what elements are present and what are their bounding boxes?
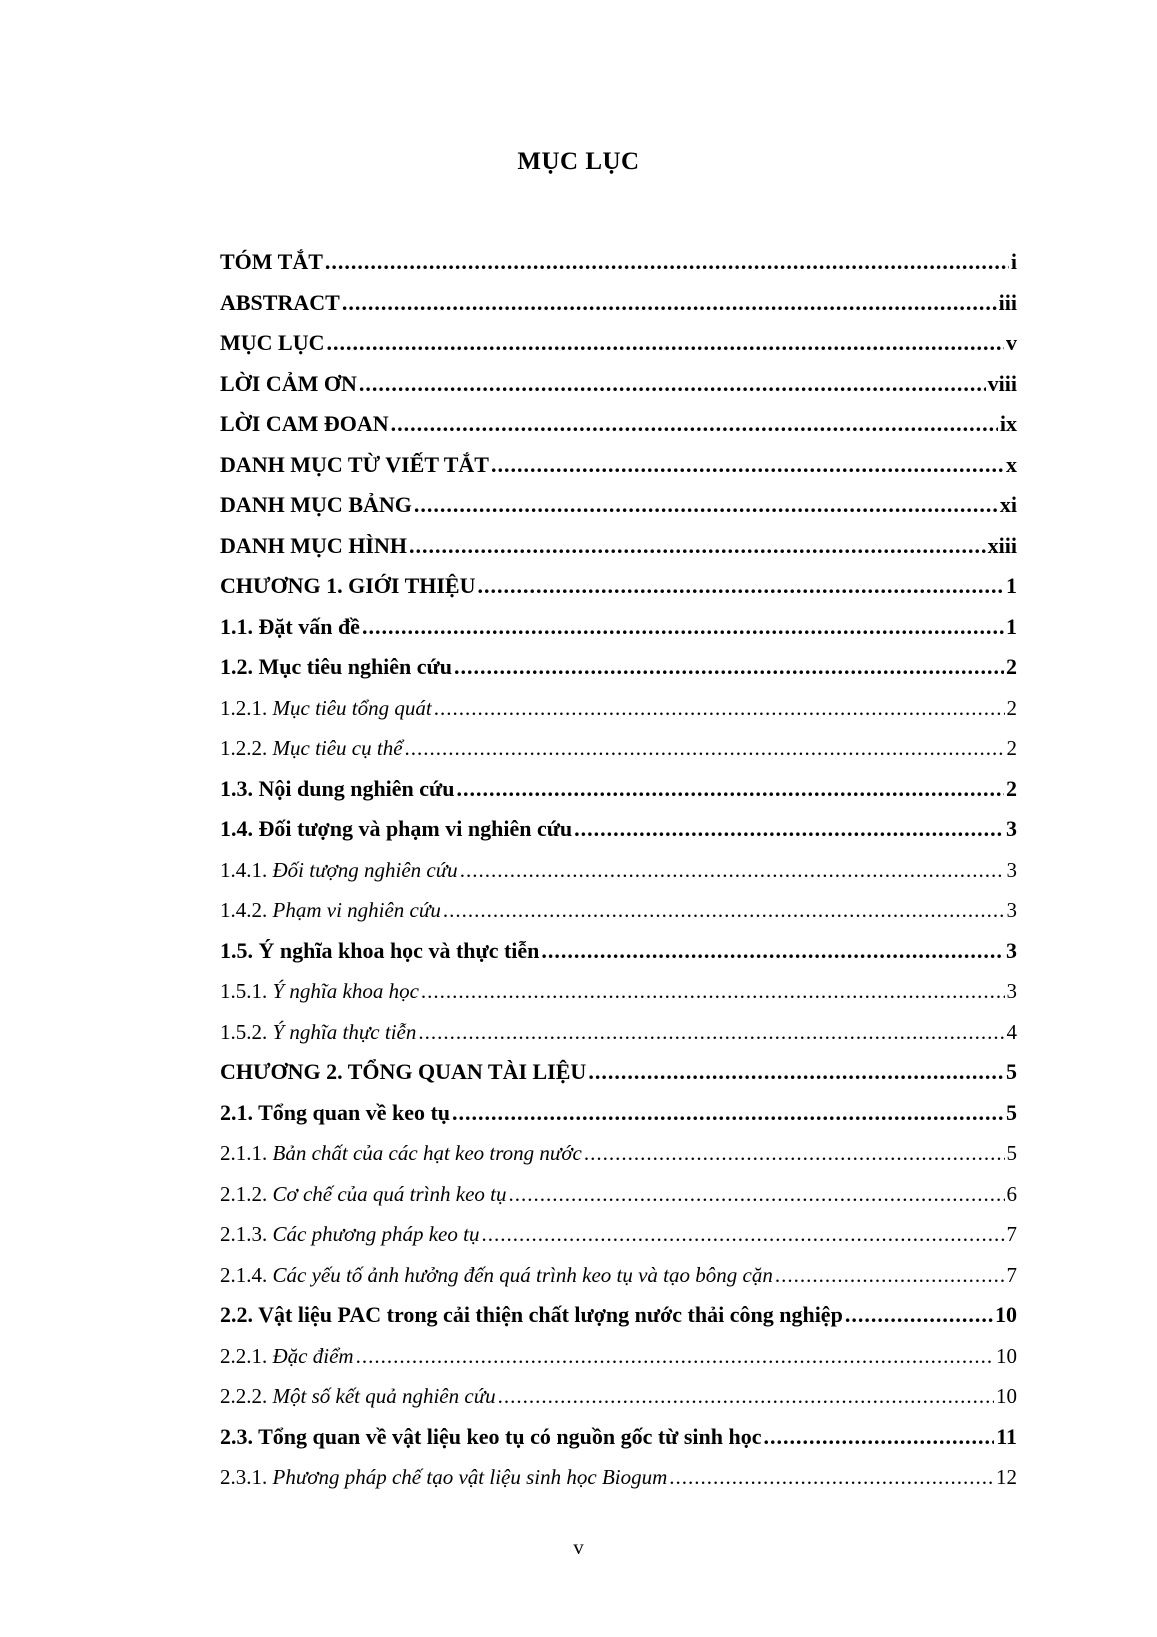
toc-entry-number: 2.2.1.	[220, 1343, 273, 1368]
toc-entry-text: Cơ chế của quá trình keo tụ	[272, 1181, 507, 1206]
toc-entry[interactable]	[220, 364, 1017, 405]
toc-entry-page: 2	[1006, 736, 1017, 760]
toc-entry-label	[220, 1417, 762, 1458]
toc-entry-number: 2.1.1.	[220, 1141, 273, 1165]
toc-entry[interactable]	[220, 1012, 1017, 1053]
toc-entry-page: 10	[996, 1343, 1017, 1368]
toc-entry-text: LỜI CAM ĐOAN	[220, 411, 389, 436]
dot-leader	[391, 404, 998, 445]
toc-entry-label	[220, 323, 325, 364]
toc-entry-page: 2	[1006, 654, 1017, 679]
toc-entry[interactable]	[220, 1214, 1017, 1255]
toc-entry-label	[220, 364, 357, 405]
toc-entry-text: DANH MỤC BẢNG	[220, 492, 412, 517]
toc-entry[interactable]	[220, 809, 1017, 850]
toc-entry[interactable]	[220, 1457, 1017, 1498]
toc-entry-page: 3	[1006, 857, 1017, 882]
toc-entry-text: DANH MỤC TỪ VIẾT TẮT	[220, 451, 489, 477]
toc-entry-text: Một số kết quả nghiên cứu	[272, 1384, 496, 1408]
toc-entry-number: 2.1.4.	[220, 1262, 273, 1287]
toc-entry-label	[220, 1376, 496, 1417]
dot-leader	[477, 566, 1004, 607]
toc-entry-label	[220, 607, 360, 648]
toc-entry-text: MỤC LỤC	[220, 330, 325, 355]
page-number-footer: v	[573, 1535, 584, 1559]
toc-entry-text: Phương pháp chế tạo vật liệu sinh học Biogum	[272, 1465, 668, 1489]
toc-entry-number: 1.4.2.	[220, 898, 273, 922]
toc-entry-text: 2.3. Tổng quan về vật liệu keo tụ có nguồn gốc từ sinh học	[220, 1423, 762, 1449]
dot-leader	[509, 1174, 1005, 1215]
toc-entry-page: v	[1006, 330, 1017, 355]
toc-entry-label	[220, 890, 441, 931]
dot-leader	[414, 485, 998, 526]
dot-leader	[362, 607, 1004, 648]
toc-entry-text: 1.5. Ý nghĩa khoa học và thực tiễn	[220, 937, 540, 963]
toc-entry-label	[220, 1336, 354, 1377]
dot-leader	[454, 647, 1004, 688]
toc-entry-label	[220, 688, 432, 729]
toc-entry-number: 2.1.3.	[220, 1222, 273, 1246]
toc-entry-number: 1.2.2.	[220, 736, 273, 760]
toc-entry[interactable]	[220, 1376, 1017, 1417]
toc-entry-text: Phạm vi nghiên cứu	[272, 898, 441, 922]
dot-leader	[669, 1457, 994, 1498]
toc-entry-text: Các yếu tố ảnh hưởng đến quá trình keo tụ và tạo bông cặn	[272, 1262, 773, 1287]
toc-entry-label	[220, 850, 458, 891]
toc-entry[interactable]	[220, 1295, 1017, 1336]
toc-entry-page: 10	[996, 1384, 1017, 1408]
toc-entry-page: ix	[999, 411, 1017, 436]
toc-entry-label	[220, 769, 455, 810]
toc-entry-text: 2.2. Vật liệu PAC trong cải thiện chất lượng nước thải công nghiệp	[220, 1302, 843, 1327]
toc-entry[interactable]	[220, 526, 1017, 567]
toc-entry-number: 2.3.1.	[220, 1465, 273, 1489]
toc-entry-label	[220, 1457, 667, 1498]
toc-entry[interactable]	[220, 404, 1017, 445]
toc-entry-label	[220, 1255, 773, 1296]
dot-leader	[405, 728, 1005, 769]
dot-leader	[460, 850, 1005, 891]
toc-entry-label	[220, 1133, 582, 1174]
toc-entry-label	[220, 1093, 450, 1134]
toc-entry-page: 1	[1006, 613, 1017, 639]
toc-entry-page: 7	[1006, 1262, 1017, 1287]
toc-entry[interactable]	[220, 728, 1017, 769]
dot-leader	[764, 1417, 995, 1458]
toc-entry-number: 1.5.2.	[220, 1019, 273, 1044]
toc-entry-number: 1.2.1.	[220, 695, 273, 720]
toc-entry-text: 2.1. Tổng quan về keo tụ	[220, 1099, 451, 1125]
dot-leader	[498, 1376, 994, 1417]
toc-entry[interactable]	[220, 566, 1017, 607]
toc-entry-page: 4	[1006, 1019, 1017, 1044]
dot-leader	[342, 283, 997, 324]
dot-leader	[775, 1255, 1005, 1296]
dot-leader	[443, 890, 1005, 931]
toc-entry-page: 5	[1006, 1099, 1017, 1125]
toc-entry-label	[220, 971, 419, 1012]
toc-entry[interactable]	[220, 890, 1017, 931]
toc-entry-label	[220, 485, 412, 526]
dot-leader	[356, 1336, 994, 1377]
toc-entry-text: 1.4. Đối tượng và phạm vi nghiên cứu	[220, 816, 573, 841]
toc-entry-text: CHƯƠNG 1. GIỚI THIỆU	[220, 573, 476, 598]
toc-entry[interactable]	[220, 445, 1017, 486]
toc-entry-page: 1	[1006, 573, 1017, 598]
toc-entry-text: Ý nghĩa thực tiễn	[272, 1019, 417, 1044]
dot-leader	[421, 971, 1005, 1012]
toc-entry-page: 3	[1006, 979, 1017, 1003]
dot-leader	[845, 1295, 993, 1336]
toc-entry-page: 6	[1006, 1181, 1017, 1206]
toc-entry-page: xi	[999, 492, 1017, 517]
toc-entry[interactable]	[220, 1052, 1017, 1093]
dot-leader	[418, 1012, 1004, 1053]
dot-leader	[359, 364, 986, 405]
dot-leader	[457, 769, 1005, 810]
toc-entry-text: 1.1. Đặt vấn đề	[220, 613, 360, 639]
toc-entry[interactable]	[220, 931, 1017, 972]
toc-entry-page: 2	[1006, 695, 1017, 720]
dot-leader	[574, 809, 1004, 850]
page-title: MỤC LỤC	[517, 148, 640, 175]
toc-entry-page: viii	[987, 370, 1017, 396]
toc-entry-page: 3	[1006, 937, 1017, 963]
toc-entry[interactable]	[220, 607, 1017, 648]
dot-leader	[434, 688, 1005, 729]
toc-entry[interactable]	[220, 1093, 1017, 1134]
toc-entry-text: Các phương pháp keo tụ	[272, 1222, 480, 1246]
toc-entry-page: xiii	[987, 532, 1017, 558]
toc-entry-label	[220, 931, 539, 972]
toc-entry[interactable]	[220, 283, 1017, 324]
toc-entry-text: CHƯƠNG 2. TỔNG QUAN TÀI LIỆU	[220, 1059, 587, 1084]
toc-entry-number: 2.1.2.	[220, 1181, 273, 1206]
toc-entry-label	[220, 445, 489, 486]
toc-entry[interactable]	[220, 1417, 1017, 1458]
toc-entry-label	[220, 1214, 479, 1255]
dot-leader	[452, 1093, 1004, 1134]
dot-leader	[481, 1214, 1004, 1255]
toc-entry-page: iii	[998, 289, 1017, 315]
toc-entry[interactable]	[220, 769, 1017, 810]
dot-leader	[409, 526, 986, 567]
toc-entry-text: Đối tượng nghiên cứu	[272, 857, 458, 882]
toc-entry-label	[220, 647, 452, 688]
toc-entry-label	[220, 1052, 586, 1093]
toc-entry-page: 3	[1006, 816, 1017, 841]
dot-leader	[325, 242, 1009, 283]
toc-entry-text: LỜI CẢM ƠN	[220, 370, 357, 396]
toc-entry[interactable]	[220, 1336, 1017, 1377]
toc-entry-page: i	[1010, 249, 1017, 274]
toc-entry-label	[220, 404, 389, 445]
dot-leader	[584, 1133, 1005, 1174]
toc-entry[interactable]	[220, 971, 1017, 1012]
toc-entry-label	[220, 1012, 416, 1053]
toc-entry-text: TÓM TẮT	[220, 249, 323, 274]
toc-entry-page: 5	[1006, 1059, 1017, 1084]
toc-entry-number: 1.4.1.	[220, 857, 273, 882]
toc-entry[interactable]	[220, 1133, 1017, 1174]
toc-entry-page: 10	[995, 1302, 1017, 1327]
toc-entry-text: DANH MỤC HÌNH	[220, 532, 407, 558]
toc-entry[interactable]	[220, 688, 1017, 729]
toc-entry-text: ABSTRACT	[220, 289, 340, 315]
toc-entry-label	[220, 1174, 507, 1215]
table-of-contents	[220, 242, 1017, 1498]
toc-entry[interactable]	[220, 850, 1017, 891]
toc-entry[interactable]	[220, 242, 1017, 283]
toc-entry-text: Ý nghĩa khoa học	[272, 979, 419, 1003]
dot-leader	[327, 323, 1005, 364]
toc-entry-page: 2	[1006, 775, 1017, 801]
toc-entry[interactable]	[220, 485, 1017, 526]
toc-entry-label	[220, 809, 572, 850]
toc-entry[interactable]	[220, 1255, 1017, 1296]
toc-entry-page: 3	[1006, 898, 1017, 922]
toc-entry-label	[220, 526, 407, 567]
toc-entry-label	[220, 242, 323, 283]
toc-entry-page: x	[1006, 451, 1017, 477]
toc-entry-label	[220, 283, 340, 324]
toc-entry-text: Đặc điểm	[272, 1343, 354, 1368]
toc-entry-text: Mục tiêu cụ thể	[272, 736, 403, 760]
dot-leader	[541, 931, 1004, 972]
toc-entry-label	[220, 566, 475, 607]
toc-entry[interactable]	[220, 323, 1017, 364]
toc-entry-page: 12	[996, 1465, 1017, 1489]
toc-entry-text: Mục tiêu tổng quát	[272, 695, 432, 720]
dot-leader	[491, 445, 1004, 486]
toc-entry-page: 7	[1006, 1222, 1017, 1246]
toc-entry-label	[220, 1295, 843, 1336]
toc-entry-page: 5	[1006, 1141, 1017, 1165]
toc-entry-text: 1.3. Nội dung nghiên cứu	[220, 775, 455, 801]
toc-entry[interactable]	[220, 1174, 1017, 1215]
toc-entry-number: 1.5.1.	[220, 979, 273, 1003]
dot-leader	[588, 1052, 1004, 1093]
toc-entry-label	[220, 728, 403, 769]
toc-entry-page: 11	[996, 1423, 1017, 1449]
toc-entry[interactable]	[220, 647, 1017, 688]
toc-entry-text: Bản chất của các hạt keo trong nước	[272, 1141, 582, 1165]
toc-entry-text: 1.2. Mục tiêu nghiên cứu	[220, 654, 452, 679]
toc-entry-number: 2.2.2.	[220, 1384, 273, 1408]
